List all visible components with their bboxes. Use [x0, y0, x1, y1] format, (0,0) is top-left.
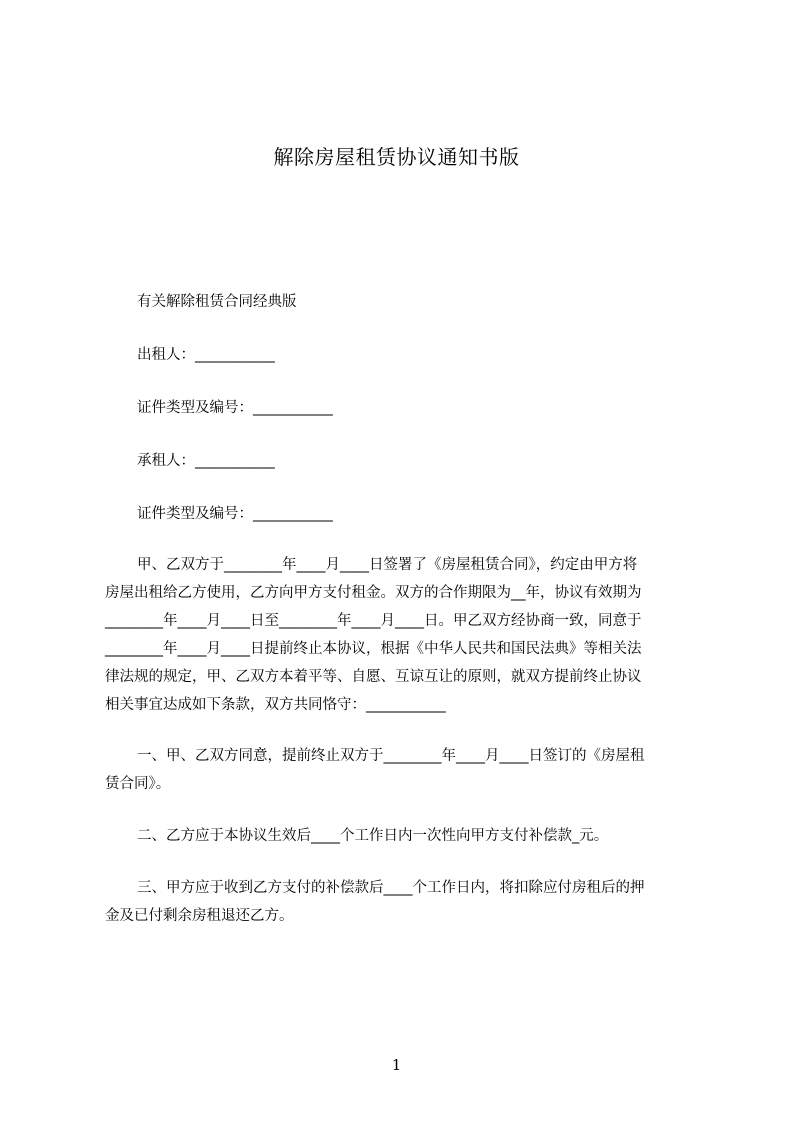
lessor-field: 出租人：___________ — [137, 347, 275, 363]
clause-2 — [105, 822, 705, 850]
page-title: 解除房屋租赁协议通知书版 — [273, 145, 520, 169]
clause-line: 赁合同》。 — [105, 776, 171, 792]
clause-line: 二、乙方应于本协议生效后____个工作日内一次性向甲方支付补偿款_元。 — [137, 828, 609, 844]
clause-line: 三、甲方应于收到乙方支付的补偿款后____个工作日内，将扣除应付房租后的押 — [137, 880, 645, 896]
intro-paragraph — [105, 551, 705, 719]
intro-line: 相关事宜达成如下条款，双方共同恪守：___________ — [105, 697, 446, 713]
clause-3 — [105, 874, 705, 930]
clause-line: 金及已付剩余房租退还乙方。 — [105, 908, 294, 924]
lessee-field: 承租人：___________ — [137, 453, 275, 469]
clause-1 — [105, 742, 705, 798]
intro-line: 甲、乙双方于________年____月____日签署了《房屋租赁合同》，约定由甲方将 — [137, 557, 638, 573]
intro-line: 房屋出租给乙方使用，乙方向甲方支付租金。双方的合作期限为__年，协议有效期为 — [105, 585, 642, 601]
intro-line: ________年____月____日至________年____月____日。甲乙双方经协商一致，同意于 — [105, 613, 642, 629]
page-number: 1 — [391, 1056, 402, 1074]
intro-line: 律法规的规定，甲、乙双方本着平等、自愿、互谅互让的原则，就双方提前终止协议 — [105, 669, 642, 685]
lessor-id-field: 证件类型及编号：___________ — [137, 400, 333, 416]
clause-line: 一、甲、乙双方同意，提前终止双方于________年____月____日签订的《房屋租 — [137, 748, 645, 764]
subtitle: 有关解除租赁合同经典版 — [137, 294, 297, 310]
lessee-id-field: 证件类型及编号：___________ — [137, 506, 333, 522]
intro-line: ________年____月____日提前终止本协议，根据《中华人民共和国民法典》等相关法 — [105, 641, 642, 657]
